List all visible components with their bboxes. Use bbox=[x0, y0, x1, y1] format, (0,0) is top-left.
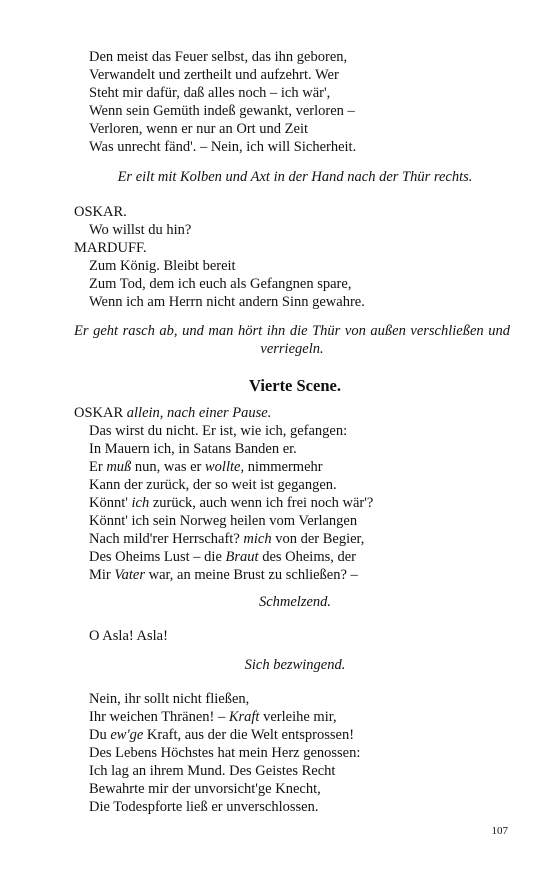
verse-line: Verwandelt und zertheilt und aufzehrt. Wer bbox=[89, 67, 339, 83]
speaker-note: allein, nach einer Pause. bbox=[126, 405, 272, 421]
speaker-name: OSKAR. bbox=[74, 204, 127, 220]
emphasis: Kraft bbox=[228, 709, 260, 725]
emphasis: Braut bbox=[225, 549, 259, 565]
emphasis: muß bbox=[106, 459, 132, 475]
verse-line: Er muß nun, was er wollte, nimmermehr bbox=[89, 459, 323, 475]
verse-line: Mir Vater war, an meine Brust zu schließen? – bbox=[89, 567, 358, 583]
verse-line: Zum Tod, dem ich euch als Gefangnen spare, bbox=[89, 276, 352, 292]
verse-line: Wo willst du hin? bbox=[89, 222, 192, 238]
stage-direction: Er geht rasch ab, und man hört ihn die Thür von außen verschließen und verriegeln. bbox=[74, 323, 510, 357]
verse-line: Was unrecht fänd'. – Nein, ich will Sicherheit. bbox=[89, 139, 357, 155]
verse-line: O Asla! Asla! bbox=[89, 628, 168, 644]
verse-line: Wenn ich am Herrn nicht andern Sinn gewahre. bbox=[89, 294, 365, 310]
verse-line: Steht mir dafür, daß alles noch – ich wär', bbox=[89, 85, 331, 101]
scene-heading: Vierte Scene. bbox=[249, 376, 341, 395]
verse-line: Könnt' ich sein Norweg heilen vom Verlangen bbox=[89, 513, 358, 529]
emphasis: ew'ge bbox=[110, 727, 144, 743]
verse-line: In Mauern ich, in Satans Banden er. bbox=[89, 441, 297, 457]
verse-line: Das wirst du nicht. Er ist, wie ich, gefangen: bbox=[89, 423, 348, 439]
speaker-line bbox=[74, 404, 271, 422]
verse-line: Des Oheims Lust – die Braut des Oheims, der bbox=[89, 549, 357, 565]
verse-line: Nein, ihr sollt nicht fließen, bbox=[89, 691, 250, 707]
verse-line: Des Lebens Höchstes hat mein Herz genossen: bbox=[89, 745, 361, 761]
stage-direction: Schmelzend. bbox=[258, 594, 332, 610]
verse-line: Nach mild'rer Herrschaft? mich von der Begier, bbox=[89, 531, 365, 547]
verse-line: Verloren, wenn er nur an Ort und Zeit bbox=[89, 121, 309, 137]
verse-line: Ich lag an ihrem Mund. Des Geistes Recht bbox=[89, 763, 336, 779]
emphasis: ich bbox=[131, 495, 150, 511]
emphasis: Vater bbox=[114, 567, 145, 583]
stage-direction: Er eilt mit Kolben und Axt in der Hand nach der Thür rechts. bbox=[117, 169, 473, 185]
emphasis: wollte, bbox=[205, 459, 245, 475]
verse-line: Ihr weichen Thränen! – Kraft verleihe mir, bbox=[89, 709, 337, 725]
stage-direction: Sich bezwingend. bbox=[244, 657, 346, 673]
verse-line: Kann der zurück, der so weit ist gegangen. bbox=[89, 477, 337, 493]
verse-line: Bewahrte mir der unvorsicht'ge Knecht, bbox=[89, 781, 321, 797]
verse-line: Zum König. Bleibt bereit bbox=[89, 258, 236, 274]
speaker-name: MARDUFF. bbox=[74, 240, 147, 256]
verse-line: Könnt' ich zurück, auch wenn ich frei noch wär'? bbox=[89, 495, 374, 511]
verse-line: Den meist das Feuer selbst, das ihn geboren, bbox=[89, 49, 348, 65]
emphasis: mich bbox=[243, 531, 272, 547]
verse-line: Wenn sein Gemüth indeß gewankt, verloren – bbox=[89, 103, 355, 119]
verse-line: Die Todespforte ließ er unverschlossen. bbox=[89, 799, 319, 815]
verse-line: Du ew'ge Kraft, aus der die Welt entsprossen! bbox=[89, 727, 355, 743]
speaker-name: OSKAR bbox=[74, 405, 124, 421]
page-number: 107 bbox=[491, 825, 508, 837]
